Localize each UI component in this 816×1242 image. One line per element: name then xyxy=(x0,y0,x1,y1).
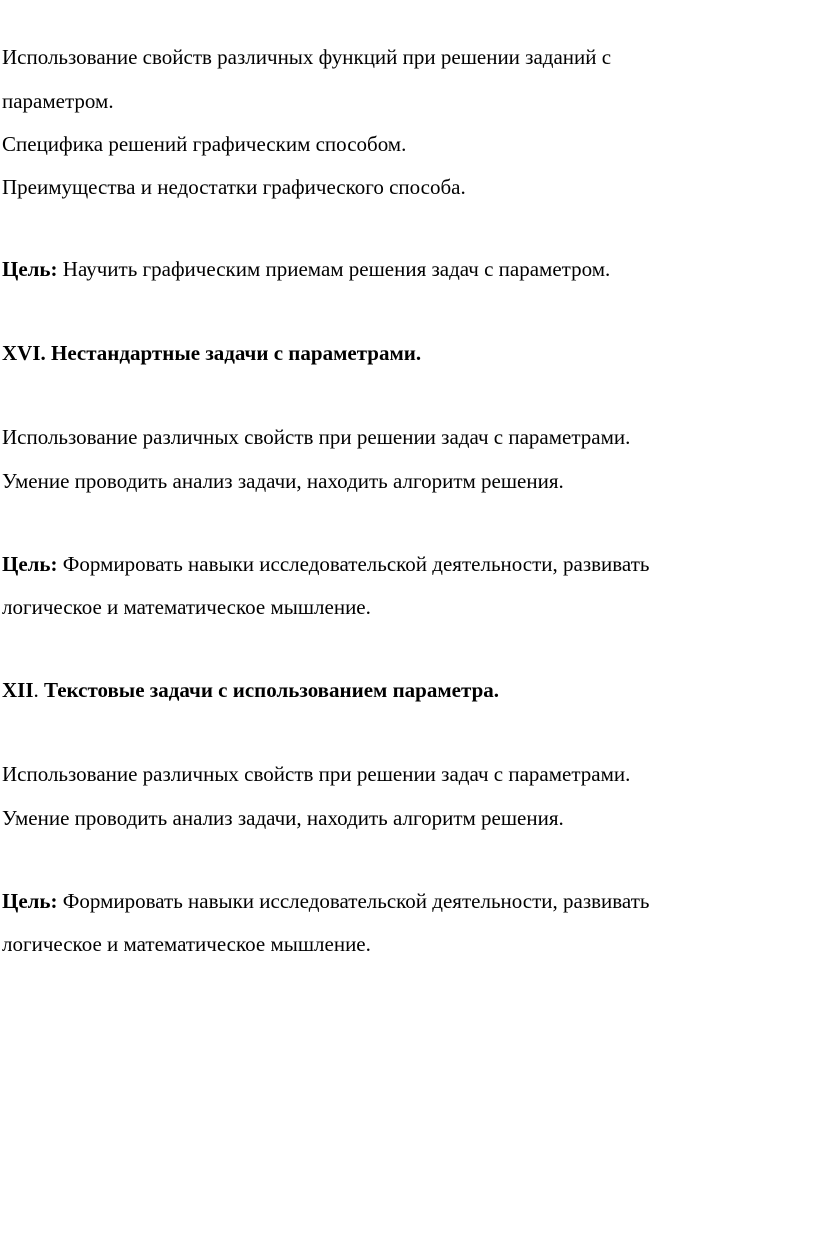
paragraph-line: Умение проводить анализ задачи, находить алгоритм решения. xyxy=(2,806,564,830)
goal-label: Цель: xyxy=(2,552,58,576)
section-title: Текстовые задачи с использованием параметра. xyxy=(44,678,499,702)
paragraph-line: Преимущества и недостатки графического способа. xyxy=(2,175,466,199)
goal-paragraph xyxy=(2,887,649,915)
paragraph-line: Использование свойств различных функций при решении заданий с xyxy=(2,45,612,69)
goal-text: Формировать навыки исследовательской деятельности, развивать xyxy=(57,552,650,576)
paragraph-line: Использование различных свойств при решении задач с параметрами. xyxy=(2,425,631,449)
goal-text: Научить графическим приемам решения задач с параметром. xyxy=(57,257,611,281)
goal-text: Формировать навыки исследовательской деятельности, развивать xyxy=(57,889,650,913)
paragraph-line: параметром. xyxy=(2,89,114,113)
paragraph-line: логическое и математическое мышление. xyxy=(2,932,371,956)
section-separator: . xyxy=(33,678,45,702)
goal-paragraph xyxy=(2,550,649,578)
section-heading: XVI. Нестандартные задачи с параметрами. xyxy=(2,341,422,365)
goal-paragraph xyxy=(2,255,610,283)
paragraph-line: Специфика решений графическим способом. xyxy=(2,132,407,156)
goal-label: Цель: xyxy=(2,257,58,281)
section-heading xyxy=(2,676,499,704)
paragraph-line: Использование различных свойств при решении задач с параметрами. xyxy=(2,762,631,786)
goal-label: Цель: xyxy=(2,889,58,913)
paragraph-line: логическое и математическое мышление. xyxy=(2,595,371,619)
paragraph-line: Умение проводить анализ задачи, находить алгоритм решения. xyxy=(2,469,564,493)
section-number: XII xyxy=(2,678,34,702)
